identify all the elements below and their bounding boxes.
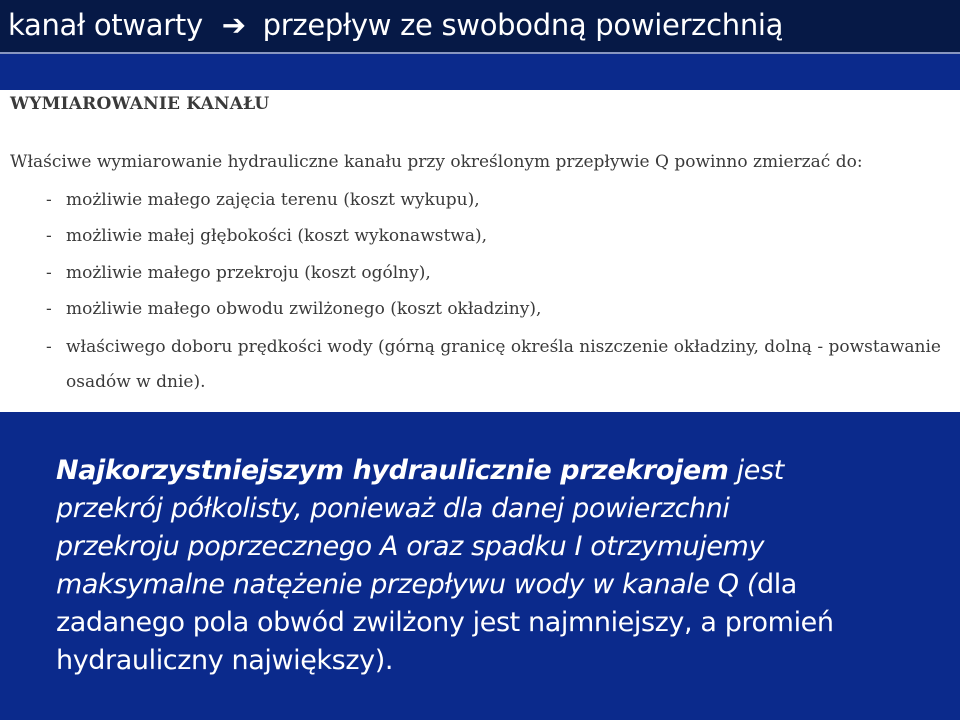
list-dash: -	[46, 299, 52, 319]
list-item-text: możliwie małego przekroju (koszt ogólny),	[66, 263, 431, 283]
conclusion-line1-rest: jest	[728, 455, 784, 486]
document-excerpt	[0, 90, 960, 412]
conclusion-line: przekrój półkolisty, ponieważ dla danej powierzchni	[56, 493, 730, 524]
title-left: kanał otwarty	[8, 8, 203, 42]
list-dash: -	[46, 337, 52, 357]
right-arrow-icon: ➔	[221, 8, 246, 42]
list-dash: -	[46, 226, 52, 246]
list-item-text: właściwego doboru prędkości wody (górną granicę określa niszczenie okładziny, dolną - powstawanie	[66, 337, 941, 357]
conclusion-line: przekroju poprzecznego A oraz spadku I otrzymujemy	[56, 531, 765, 562]
conclusion-line: hydrauliczny największy).	[56, 645, 394, 676]
list-item-text: możliwie małego obwodu zwilżonego (koszt okładziny),	[66, 299, 542, 319]
conclusion-line4-italic: maksymalne natężenie przepływu wody w kanale Q (	[56, 569, 757, 600]
title-bar	[0, 0, 960, 54]
conclusion-text	[56, 452, 946, 680]
list-dash: -	[46, 190, 52, 210]
list-item-text: możliwie małego zajęcia terenu (koszt wykupu),	[66, 190, 480, 210]
conclusion-line	[56, 566, 946, 604]
conclusion-line: zadanego pola obwód zwilżony jest najmniejszy, a promień	[56, 607, 834, 638]
slide-title	[8, 8, 783, 42]
document-heading: WYMIAROWANIE KANAŁU	[10, 94, 270, 114]
list-dash: -	[46, 263, 52, 283]
blue-band	[0, 54, 960, 90]
title-right: przepływ ze swobodną powierzchnią	[262, 8, 784, 42]
document-intro: Właściwe wymiarowanie hydrauliczne kanału przy określonym przepływie Q powinno zmierzać do:	[10, 152, 863, 172]
conclusion-line4-rest: dla	[756, 569, 797, 600]
conclusion-line	[56, 452, 946, 490]
list-item-text: możliwie małej głębokości (koszt wykonawstwa),	[66, 226, 488, 246]
list-item-continuation: osadów w dnie).	[66, 372, 206, 392]
conclusion-emphasis: Najkorzystniejszym hydraulicznie przekrojem	[56, 455, 729, 486]
